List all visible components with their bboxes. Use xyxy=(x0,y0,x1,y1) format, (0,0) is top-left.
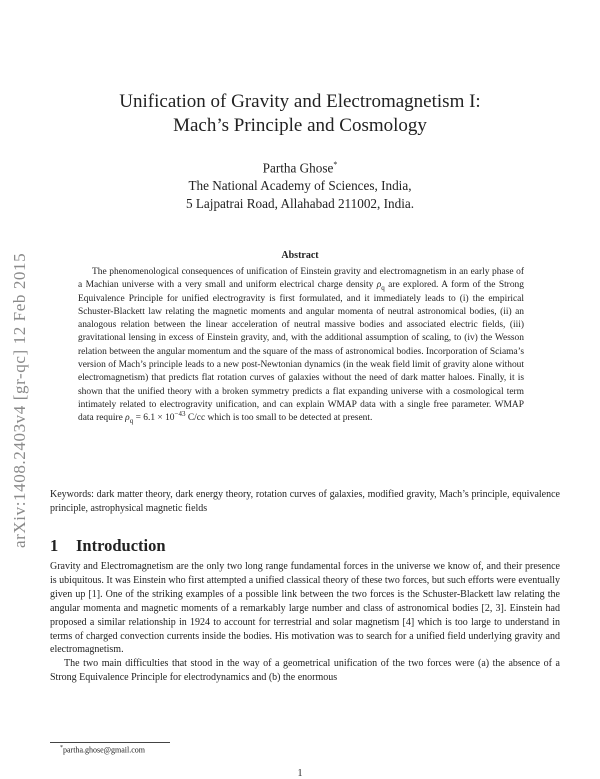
section-body xyxy=(50,560,560,685)
abstract-value: = 6.1 × 10 xyxy=(133,413,175,424)
footnote-mark: * xyxy=(60,745,63,751)
paper-title xyxy=(60,90,540,138)
body-paragraph-1: Gravity and Electromagnetism are the only two long range fundamental forces in the universe we know of, and their presence is ubiquitous. It was Einstein who first attempted a unified classical theory of these two forces, but such efforts were eventually given up [1]. One of the striking examples of a possible link between the two forces is the Schuster-Blackett law relating the angular momenta and magnetic moments of a remarkably large number and class of astronomical bodies [2, 3]. Einstein had proposed a similar relationship in 1924 to account for terrestrial and solar magnetism [4] which is too large to understand in terms of charged convection currents inside the bodies. His motivation was to search for a unified field underlying gravity and electromagnetism. xyxy=(50,561,560,656)
keywords-label: Keywords: xyxy=(50,489,94,500)
author-footnote-mark: * xyxy=(333,160,338,169)
abstract-text-part2: are explored. A form of the Strong Equivalence Principle for unified electrogravity is first formulated, and it immediately leads to (i) the empirical Schuster-Blackett law relating the magnetic moments and angular momenta of neutral astronomical bodies, (ii) an analogous relation between the linear acceleration of neutral massive bodies and associated electric fields, (iii) gravitational lensing in excess of Einstein gravity, and, with the additional assumption of scaling, to (iv) the Wesson relation between the angular momentum and the square of the mass of astronomical bodies. Incorporation of Sciama’s version of Mach’s principle leads to a new post-Newtonian dynamics (in the weak field limit of gravity alone without electromagnetism) that predicts flat rotation curves of galaxies without the need of dark matter haloes. Finally, it is shown that the unified theory with a broken symmetry predicts a flat expanding universe with a cosmological term intimately related to electrogravity unification, and can explain WMAP data with a single free parameter. WMAP data require xyxy=(78,280,524,424)
rho-subscript: q xyxy=(129,417,134,426)
section-title: Introduction xyxy=(76,536,166,555)
abstract-text-part3: C/cc which is too small to be detected at present. xyxy=(185,413,373,424)
author-name: Partha Ghose xyxy=(262,160,334,176)
author-affiliation: The National Academy of Sciences, India, xyxy=(188,178,412,194)
title-line-1: Unification of Gravity and Electromagnetism I: xyxy=(119,91,481,112)
body-paragraph-2: The two main difficulties that stood in the way of a geometrical unification of the two forces were (a) the absence of a Strong Equivalence Principle for electrodynamics and (b) the enormous xyxy=(50,658,560,684)
arxiv-identifier-stamp: arXiv:1408.2403v4 [gr-qc] 12 Feb 2015 xyxy=(10,252,29,548)
abstract-exponent: −43 xyxy=(174,410,186,419)
abstract-text-part1: The phenomenological consequences of unification of Einstein gravity and electromagnetism in an early phase of a Machian universe with a very small and uniform electrical charge density xyxy=(78,267,524,291)
page-number: 1 xyxy=(297,768,303,779)
rho-symbol: ρ xyxy=(125,413,130,424)
footnote-email: partha.ghose@gmail.com xyxy=(63,745,146,755)
rho-subscript: q xyxy=(381,284,385,293)
rho-symbol: ρ xyxy=(376,280,382,291)
section-number: 1 xyxy=(50,536,59,555)
abstract-heading: Abstract xyxy=(281,250,319,261)
title-line-2: Mach’s Principle and Cosmology xyxy=(173,115,427,136)
footnote xyxy=(60,745,145,755)
author-block xyxy=(60,156,540,213)
author-address: 5 Lajpatrai Road, Allahabad 211002, India. xyxy=(185,196,415,212)
keywords-paragraph xyxy=(50,488,560,515)
keywords-text: dark matter theory, dark energy theory, rotation curves of galaxies, modified gravity, Mach’s principle, equivalence principle, astrophysical magnetic fields xyxy=(50,489,560,514)
section-heading xyxy=(50,536,166,556)
footnote-rule xyxy=(50,742,170,743)
abstract-body xyxy=(78,266,524,426)
author-name-line xyxy=(60,156,540,177)
